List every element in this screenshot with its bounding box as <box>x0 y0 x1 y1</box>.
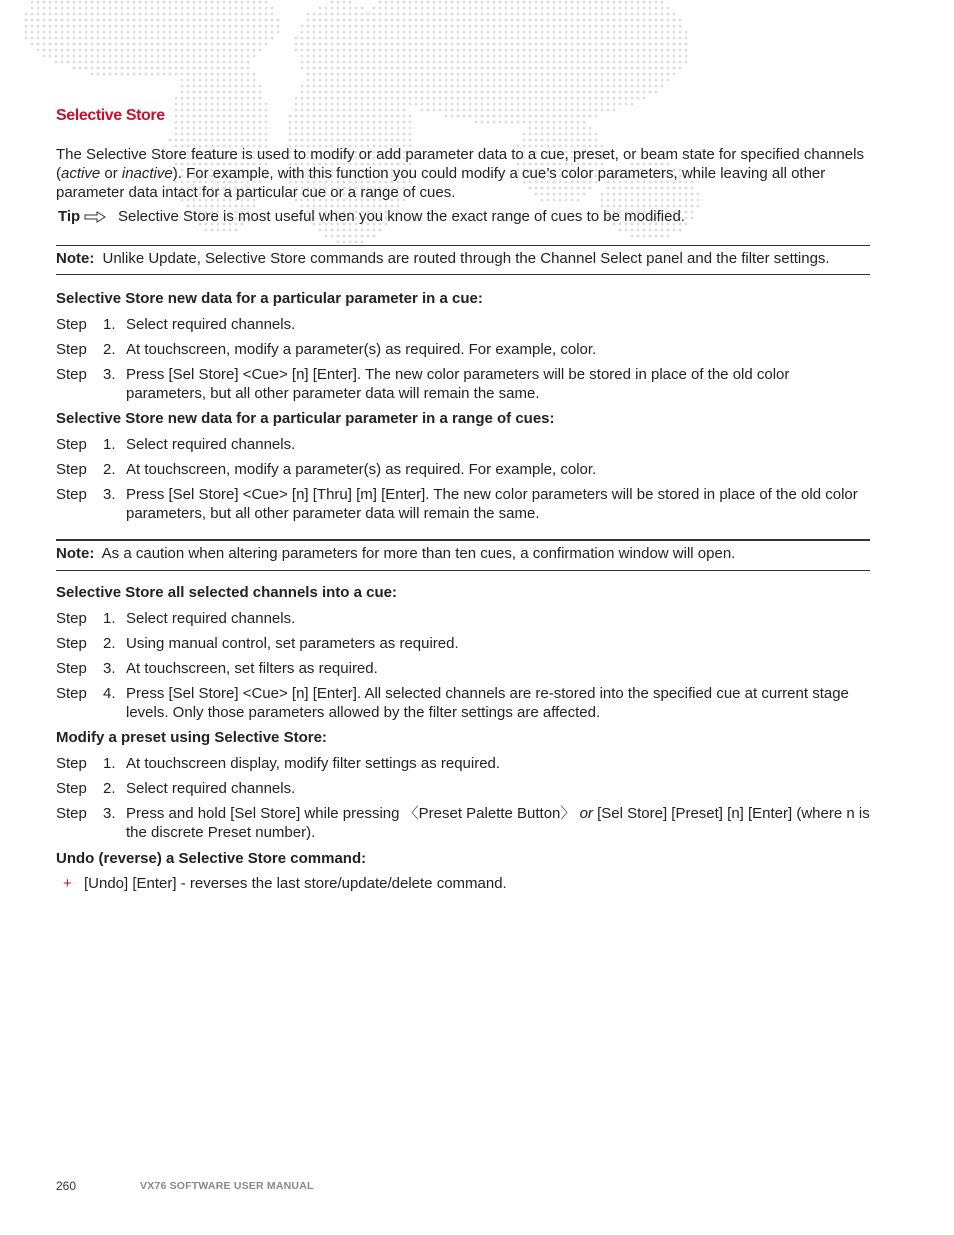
step-label: Step <box>56 685 87 702</box>
note-label: Note: <box>56 250 95 267</box>
step-label: Step <box>56 780 87 797</box>
note-text: Unlike Update, Selective Store commands are routed through the Channel Select panel and the filter settings. <box>102 250 830 267</box>
step-text: Select required channels. <box>126 780 296 797</box>
procedure-heading: Modify a preset using Selective Store: <box>56 729 327 746</box>
step-label: Step <box>56 486 87 503</box>
step-text: At touchscreen, modify a parameter(s) as required. For example, color. <box>126 461 597 478</box>
step-text: Select required channels. <box>126 610 296 627</box>
procedure-heading: Selective Store new data for a particular parameter in a range of cues: <box>56 410 555 427</box>
step-text: Press [Sel Store] <Cue> [n] [Enter]. All selected channels are re-stored into the specified cue at current stage levels. Only those parameters allowed by the filter settings are affected. <box>126 685 849 721</box>
step-number: 3. <box>103 660 116 677</box>
step-number: 3. <box>103 486 116 503</box>
step-label: Step <box>56 366 87 383</box>
step-text: Using manual control, set parameters as required. <box>126 635 459 652</box>
step-label: Step <box>56 755 87 772</box>
note-box <box>56 539 870 571</box>
intro-text-2: or <box>100 165 122 182</box>
step-number: 3. <box>103 366 116 383</box>
intro-paragraph <box>56 145 870 202</box>
procedure-heading: Selective Store all selected channels into a cue: <box>56 584 397 601</box>
intro-italic-active: active <box>61 165 101 182</box>
step-text: Select required channels. <box>126 316 296 333</box>
step-label: Step <box>56 461 87 478</box>
step-label: Step <box>56 635 87 652</box>
step-text: Select required channels. <box>126 436 296 453</box>
bullet-text: [Undo] [Enter] - reverses the last store/update/delete command. <box>84 875 507 892</box>
step-text: Press [Sel Store] <Cue> [n] [Enter]. The new color parameters will be stored in place of the old color parameters, but all other parameter data will remain the same. <box>126 366 790 402</box>
pointing-arrow-icon <box>84 211 106 223</box>
step-number: 1. <box>103 755 116 772</box>
step-text-part: Press and hold [Sel Store] while pressing 〈Preset Palette Button〉 <box>126 805 580 822</box>
procedure-heading: Undo (reverse) a Selective Store command: <box>56 850 367 867</box>
intro-italic-inactive: inactive <box>121 165 173 182</box>
note-label: Note: <box>56 545 95 562</box>
step-label: Step <box>56 660 87 677</box>
step-text: Press [Sel Store] <Cue> [n] [Thru] [m] [Enter]. The new color parameters will be stored in place of the old color parameters, but all other parameter data will remain the same. <box>126 486 858 522</box>
step-label: Step <box>56 341 87 358</box>
note-box <box>56 245 870 275</box>
step-label: Step <box>56 610 87 627</box>
step-number: 3. <box>103 805 116 822</box>
tip-text: Selective Store is most useful when you know the exact range of cues to be modified. <box>118 208 685 225</box>
procedure-heading: Selective Store new data for a particular parameter in a cue: <box>56 290 483 307</box>
step-label: Step <box>56 316 87 333</box>
step-number: 2. <box>103 341 116 358</box>
step-number: 1. <box>103 316 116 333</box>
step-text-or: or <box>579 805 593 822</box>
plus-bullet-icon: + <box>63 875 72 892</box>
step-label: Step <box>56 436 87 453</box>
page-number: 260 <box>56 1179 77 1193</box>
step-number: 2. <box>103 461 116 478</box>
section-heading: Selective Store <box>56 107 165 124</box>
note-text: As a caution when altering parameters for more than ten cues, a confirmation window will open. <box>101 545 736 562</box>
step-number: 1. <box>103 610 116 627</box>
step-text: At touchscreen, set filters as required. <box>126 660 378 677</box>
step-text <box>126 804 870 842</box>
step-number: 2. <box>103 780 116 797</box>
intro-text-3: ). For example, with this function you could modify a cue’s color parameters, while leaving all other parameter data intact for a particular cue or a range of cues. <box>56 165 826 201</box>
tip-label: Tip <box>58 208 81 225</box>
step-number: 1. <box>103 436 116 453</box>
step-text-part: [Sel Store] [Preset] [n] [Enter] (where n is the discrete Preset number). <box>126 805 870 841</box>
manual-title: VX76 SOFTWARE USER MANUAL <box>140 1180 314 1192</box>
step-number: 4. <box>103 685 116 702</box>
step-text: At touchscreen display, modify filter settings as required. <box>126 755 501 772</box>
step-label: Step <box>56 805 87 822</box>
intro-text-1: The Selective Store feature is used to modify or add parameter data to a cue, preset, or beam state for specified channels ( <box>56 146 864 182</box>
step-text: At touchscreen, modify a parameter(s) as required. For example, color. <box>126 341 597 358</box>
step-number: 2. <box>103 635 116 652</box>
